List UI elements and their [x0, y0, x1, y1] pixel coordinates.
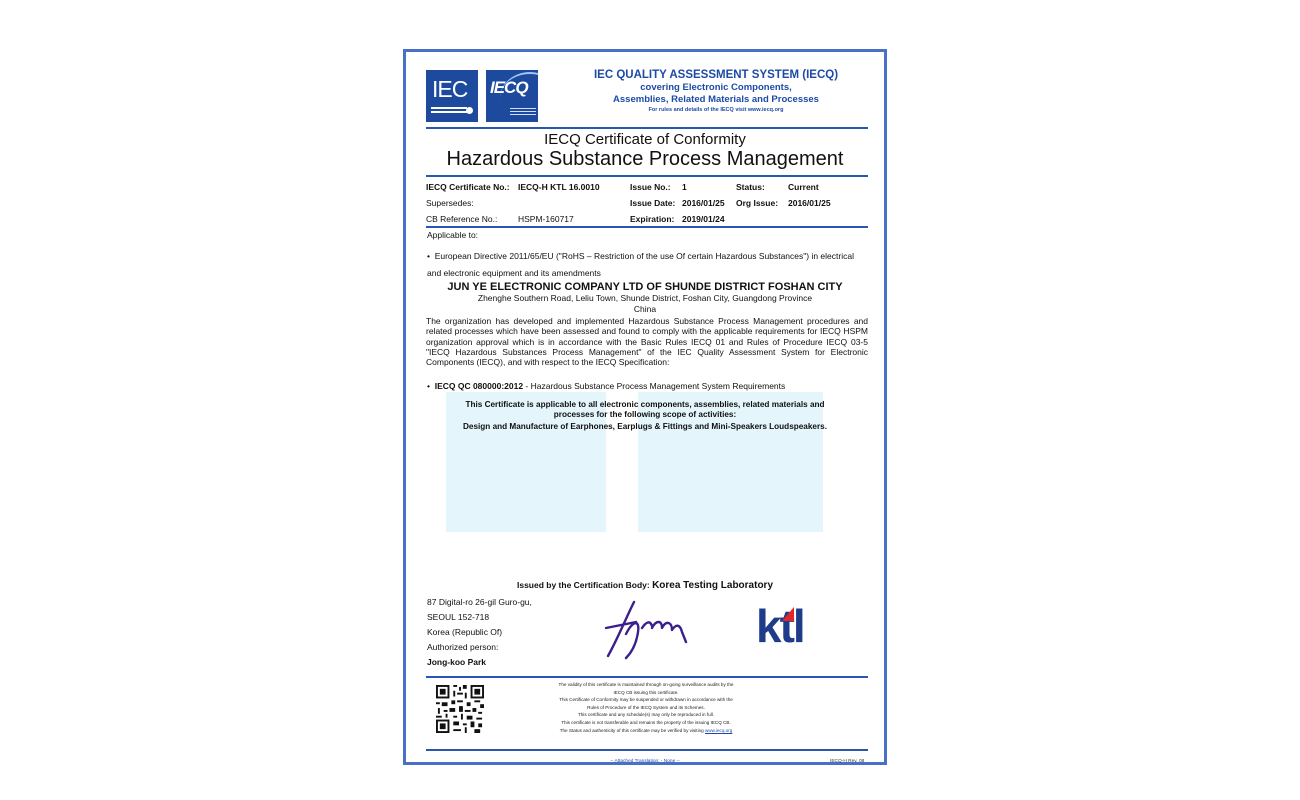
issue-date-value: 2016/01/25 [682, 198, 725, 208]
issue-date-label: Issue Date: [630, 198, 676, 208]
bullet-icon: • [427, 251, 435, 261]
company-country: China [633, 304, 657, 314]
divider [426, 127, 868, 129]
issued-by [406, 580, 884, 591]
verify-link[interactable]: www.iecq.org [704, 727, 733, 733]
fine-print-line: The validity of this certificate is maintained through on-going surveillance audits by the [558, 682, 734, 687]
ktl-logo [756, 600, 836, 655]
conformity-statement: The organization has developed and implemented Hazardous Substance Process Management procedures and related processes which have been assessed and found to comply with the applicable requirements for IECQ HSPM organization approval which is in accordance with the Basic Rules IECQ 01 and Rules of Procedure IECQ 03-5 "IECQ Hazardous Substances Process Management" of the IEC Quality Assessment System for Electronic Components (IECQ), and with respect to the IECQ Specification: [426, 316, 868, 368]
qr-code[interactable] [436, 685, 484, 733]
certificate-title: Hazardous Substance Process Management [446, 148, 844, 170]
applicable-item-text: European Directive 2011/65/EU ("RoHS – Restriction of the use Of certain Hazardous Substances") in electrical and electronic equipment and its amendments [427, 251, 854, 278]
iecq-logo [486, 70, 538, 122]
address-line: Korea (Republic Of) [427, 627, 503, 637]
spec-desc: - Hazardous Substance Process Management System Requirements [523, 381, 786, 391]
info-row [426, 179, 868, 195]
expiration-value: 2019/01/24 [682, 214, 725, 224]
divider [426, 226, 868, 228]
supersedes-value [518, 195, 630, 211]
scope-activities: Design and Manufacture of Earphones, Earplugs & Fittings and Mini-Speakers Loudspeakers. [463, 422, 827, 431]
iec-logo-text: IEC [432, 76, 468, 102]
header-line-2: covering Electronic Components, [640, 82, 792, 93]
org-issue-label: Org Issue: [736, 198, 779, 208]
iec-logo [426, 70, 478, 122]
issue-no-value: 1 [682, 182, 687, 192]
applicable-item [427, 248, 867, 282]
fine-print-line: IECQ CB issuing this certificate. [613, 689, 679, 695]
expiration-label: Expiration: [630, 214, 675, 224]
applicable-label: Applicable to: [427, 230, 479, 240]
issue-no-label: Issue No.: [630, 182, 671, 192]
authorized-name: Jong-koo Park [427, 657, 487, 667]
spec-item [427, 381, 785, 391]
issuer-name: Korea Testing Laboratory [652, 580, 774, 591]
cert-no-label: IECQ Certificate No.: [426, 182, 510, 192]
verify-text: The Status and authenticity of this certificate may be verified by visiting [559, 727, 705, 733]
form-revision: IECQ-H Rev. 08 [830, 759, 865, 764]
spec-code: IECQ QC 080000:2012 [434, 381, 524, 391]
company-block [406, 281, 884, 315]
cert-no-value: IECQ-H KTL 16.0010 [518, 182, 600, 192]
signature [596, 598, 696, 664]
verify-line [536, 727, 756, 735]
fine-print-line: Rules of Procedure of the IECQ System and its Schemes. [587, 704, 705, 710]
ktl-logo-triangle [782, 607, 794, 621]
divider [426, 676, 868, 678]
info-row [426, 195, 868, 211]
certificate-subtitle: IECQ Certificate of Conformity [544, 131, 746, 148]
issued-by-label: Issued by the Certification Body: [516, 580, 653, 590]
divider [426, 749, 868, 751]
cb-ref-label: CB Reference No.: [426, 214, 498, 224]
org-issue-value: 2016/01/25 [788, 198, 831, 208]
certificate [403, 49, 887, 765]
supersedes-label: Supersedes: [426, 198, 474, 208]
fine-print-line: This certificate and any schedule(s) may only be reproduced in full. [577, 712, 715, 718]
ktl-logo-text: ktl [756, 600, 804, 652]
fine-print-line: This certificate is not transferable and remains the property of the issuing IECQ CB. [561, 719, 731, 725]
divider [426, 175, 868, 177]
fine-print-line: This Certificate of Conformity may be suspended or withdrawn in accordance with the [559, 697, 733, 703]
fine-print [536, 681, 756, 734]
attached-translation: -- Attached Translation: - None -- [610, 759, 680, 764]
cb-ref-value: HSPM-160717 [518, 214, 574, 224]
address-line: 87 Digital-ro 26-gil Guro-gu, [427, 597, 532, 607]
scope-block [406, 400, 884, 432]
company-address: Zhenghe Southern Road, Leliu Town, Shunde District, Foshan City, Guangdong Province [477, 293, 813, 303]
certificate-info-table [426, 179, 868, 227]
company-name: JUN YE ELECTRONIC COMPANY LTD OF SHUNDE DISTRICT FOSHAN CITY [447, 281, 843, 293]
scope-intro: This Certificate is applicable to all electronic components, assemblies, related materials and processes for the following scope of activities: [465, 400, 825, 419]
header-block [556, 68, 876, 115]
header-line-3: Assemblies, Related Materials and Processes [613, 94, 819, 105]
status-label: Status: [736, 182, 765, 192]
status-value: Current [788, 182, 819, 192]
header-system-title: IEC QUALITY ASSESSMENT SYSTEM (IECQ) [593, 69, 839, 81]
iecq-logo-text: IECQ [490, 78, 528, 97]
info-row [426, 211, 868, 227]
bullet-icon: • [427, 381, 435, 391]
authorized-label: Authorized person: [427, 642, 499, 652]
header-line-4: For rules and details of the IECQ visit www.iecq.org [648, 107, 784, 113]
address-line: SEOUL 152-718 [427, 612, 490, 622]
issuer-address [427, 595, 532, 640]
